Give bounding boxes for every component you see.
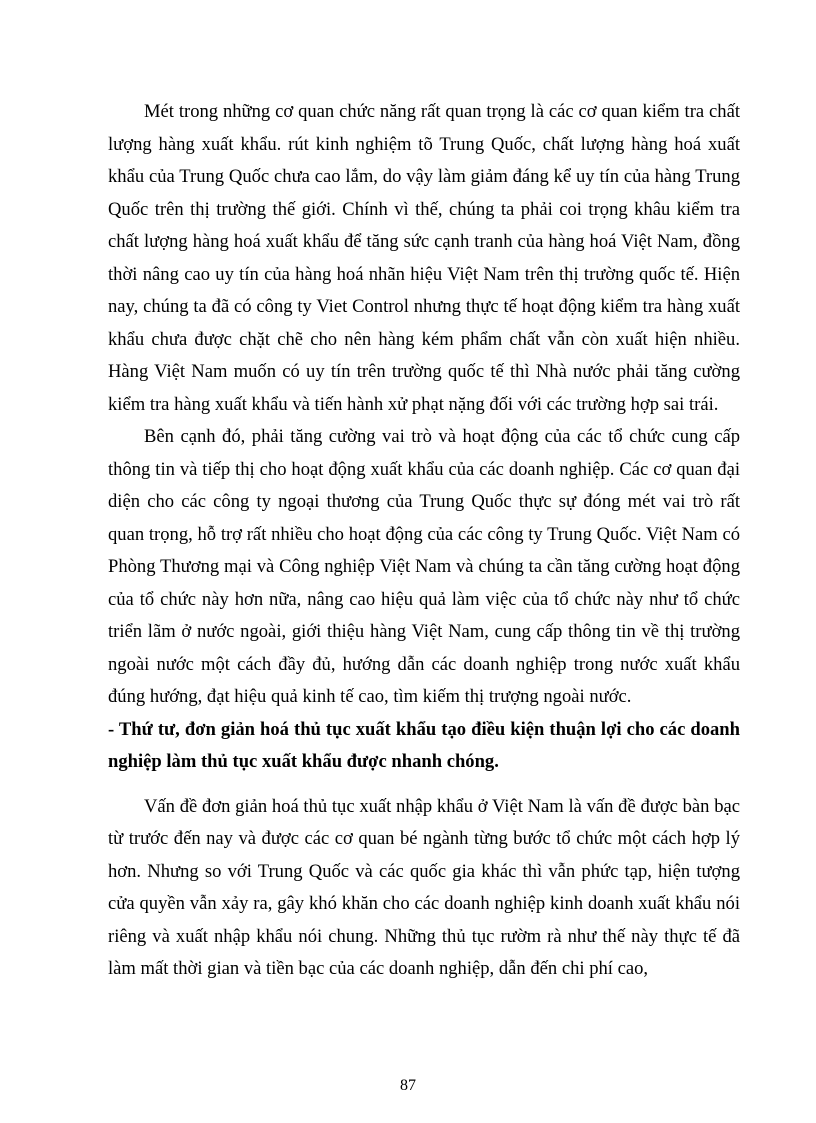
document-page [108, 96, 740, 986]
paragraph-quality-inspection: Mét trong những cơ quan chức năng rất quan trọng là các cơ quan kiểm tra chất lượng hàng xuất khẩu. rút kinh nghiệm tõ Trung Quốc, chất lượng hàng hoá xuất khẩu của Trung Quốc chưa cao lắm, do vậy làm giảm đáng kể uy tín của hàng Trung Quốc trên thị trường thế giới. Chính vì thế, chúng ta phải coi trọng khâu kiểm tra chất lượng hàng hoá xuất khẩu để tăng sức cạnh tranh của hàng hoá Việt Nam, đồng thời nâng cao uy tín của hàng hoá nhãn hiệu Việt Nam trên thị trường quốc tế. Hiện nay, chúng ta đã có công ty Viet Control nhưng thực tế hoạt động kiểm tra hàng xuất khẩu chưa được chặt chẽ cho nên hàng kém phẩm chất vẫn còn xuất hiện nhiều. Hàng Việt Nam muốn có uy tín trên trường quốc tế thì Nhà nước phải tăng cường kiểm tra hàng xuất khẩu và tiến hành xử phạt nặng đối với các trường hợp sai trái. [108, 101, 740, 415]
paragraph-export-procedures: Vấn đề đơn giản hoá thủ tục xuất nhập khẩu ở Việt Nam là vấn đề được bàn bạc từ trước đến nay và được các cơ quan bé ngành từng bước tổ chức một cách hợp lý hơn. Nhưng so với Trung Quốc và các quốc gia khác thì vẫn phức tạp, hiện tượng cửa quyền vẫn xảy ra, gây khó khăn cho các doanh nghiệp kinh doanh xuất khẩu nói riêng và xuất nhập khẩu nói chung. Những thủ tục rườm rà như thế này thực tế đã làm mất thời gian và tiền bạc của các doanh nghiệp, dẫn đến chi phí cao, [108, 795, 740, 979]
page-number: 87 [400, 1077, 416, 1094]
section-heading-simplify-procedures: - Thứ tư, đơn giản hoá thủ tục xuất khẩu tạo điều kiện thuận lợi cho các doanh nghiệp làm thủ tục xuất khẩu được nhanh chóng. [108, 718, 740, 772]
paragraph-trade-information: Bên cạnh đó, phải tăng cường vai trò và hoạt động của các tổ chức cung cấp thông tin và tiếp thị cho hoạt động xuất khẩu của các doanh nghiệp. Các cơ quan đại diện cho các công ty ngoại thương của Trung Quốc thực sự đóng mét vai trò rất quan trọng, hỗ trợ rất nhiều cho hoạt động của các công ty Trung Quốc. Việt Nam có Phòng Thương mại và Công nghiệp Việt Nam và chúng ta cần tăng cường hoạt động của tổ chức này hơn nữa, nâng cao hiệu quả làm việc của tổ chức này như tổ chức triển lãm ở nước ngoài, giới thiệu hàng Việt Nam, cung cấp thông tin về thị trường ngoài nước một cách đầy đủ, hướng dẫn các doanh nghiệp trong nước xuất khẩu đúng hướng, đạt hiệu quả kinh tế cao, tìm kiếm thị trượng ngoài nước. [108, 426, 740, 707]
